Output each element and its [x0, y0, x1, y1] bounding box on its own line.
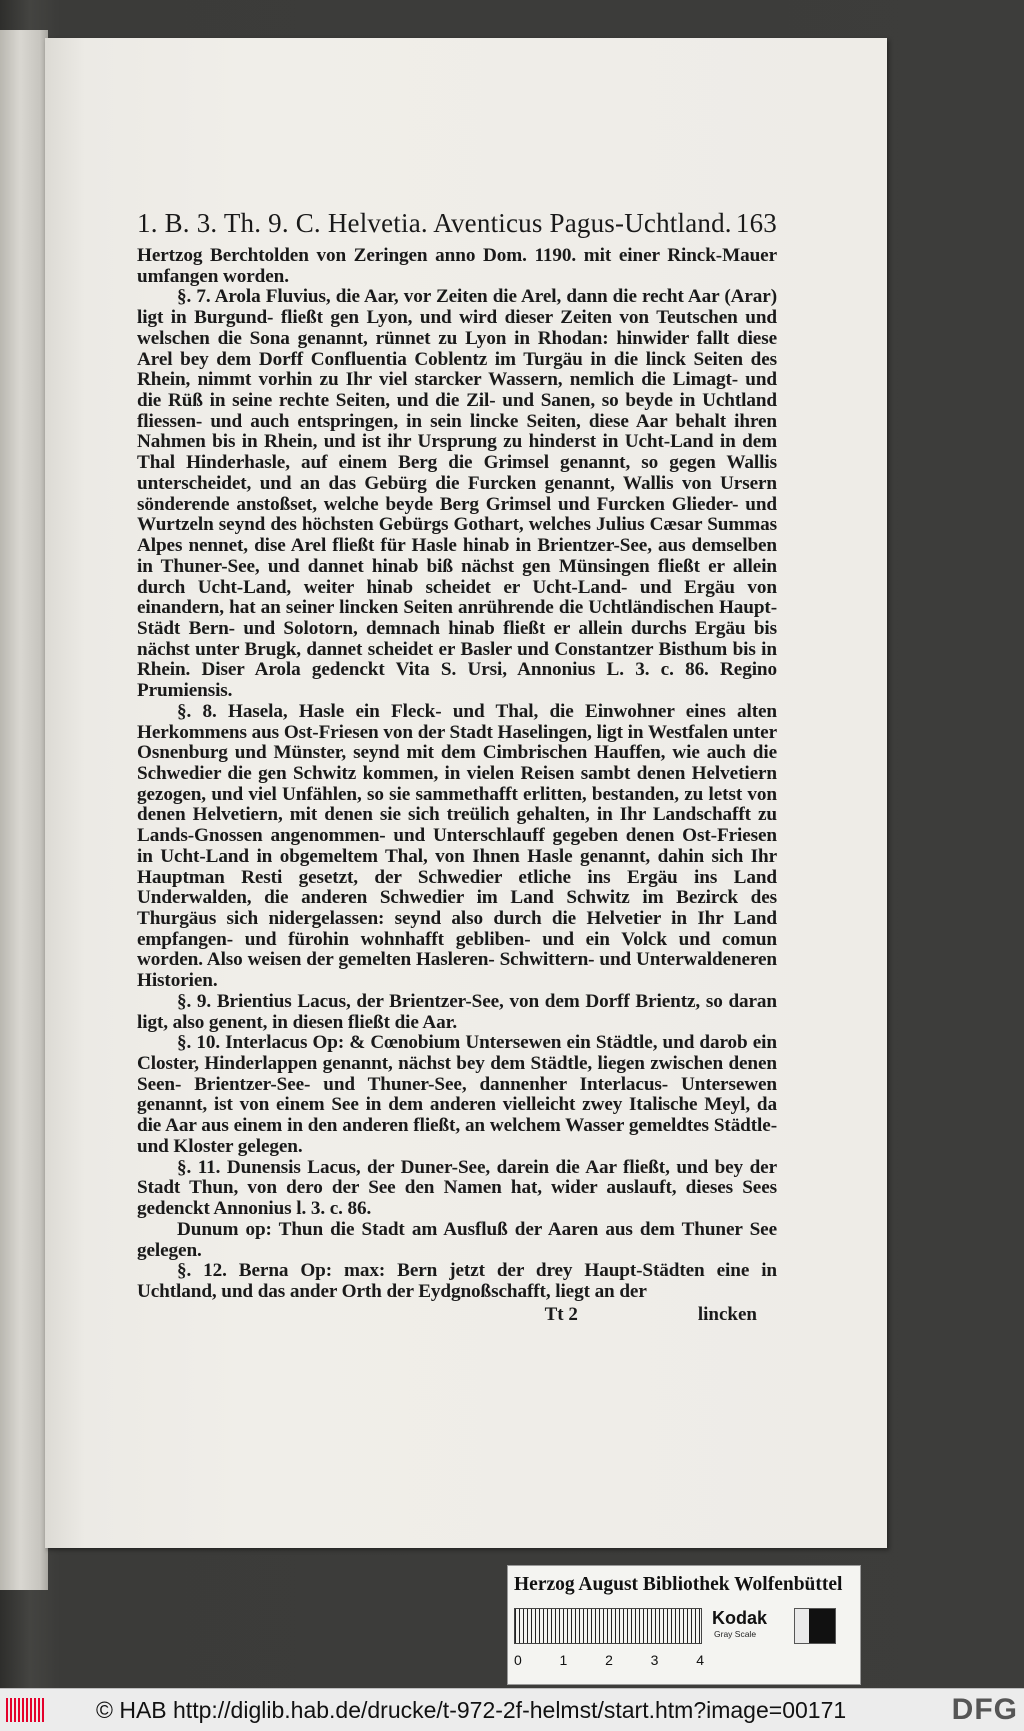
- running-header: [137, 206, 777, 240]
- page-body: [137, 246, 777, 1303]
- page-number: 163: [735, 208, 777, 238]
- ruler-number: 4: [696, 1652, 704, 1668]
- kodak-gray-scale-label: Gray Scale: [714, 1629, 757, 1639]
- scale-ruler: [514, 1608, 702, 1644]
- library-name: Herzog August Bibliothek Wolfenbüttel: [514, 1574, 843, 1595]
- dfg-logo: DFG: [951, 1693, 1018, 1726]
- catchword: lincken: [697, 1303, 757, 1325]
- paragraph: §. 12. Berna Op: max: Bern jetzt der drey Haupt-Städten eine in Uchtland, und das ander Orth der Eydgnoßschafft, liegt an der: [137, 1260, 777, 1302]
- ruler-number: 3: [650, 1652, 659, 1668]
- kodak-brand: Kodak: [712, 1608, 768, 1628]
- footer-bar: [0, 1688, 1024, 1731]
- paragraph: Hertzog Berchtolden von Zeringen anno Dom. 1190. mit einer Rinck-Mauer umfangen worden.: [137, 245, 777, 287]
- book-page: [45, 38, 887, 1548]
- ruler-number: 1: [559, 1652, 568, 1668]
- paragraph: Dunum op: Thun die Stadt am Ausfluß der Aaren aus dem Thuner See gelegen.: [137, 1218, 777, 1261]
- adjacent-page-edge: [0, 30, 48, 1590]
- signature-mark: Tt 2: [544, 1303, 578, 1325]
- gray-swatch: [794, 1608, 836, 1644]
- library-color-card: [507, 1565, 861, 1685]
- paragraph: §. 9. Brientius Lacus, der Brientzer-See, von dem Dorff Brientz, so daran ligt, also genent, in diesen fließt die Aar.: [137, 990, 777, 1033]
- ruler-number: 0: [514, 1652, 522, 1668]
- paragraph: §. 7. Arola Fluvius, die Aar, vor Zeiten die Arel, dann die recht Aar (Arar) ligt in Burgund- fließt gen Lyon, und wird dieser Zeiten von Teutschen und welschen die Sona genannt, rünnet zu Lyon in Rhodan: hinwider fallt diese Arel bey dem Dorff Confluentia Coblentz im Turgäu in die linck Seiten des Rhein, nimmt vorhin zu Ihr viel starcker Wassern, nemlich die Limagt- und die Rüß in seine rechte Seiten, und die Zil- und Sanen, so beyde in Uchtland fliessen- und auch entspringen, in sein lincke Seiten, diese Aar behalt ihren Nahmen bis in Rhein, und ist ihr Ursprung zu hinderst in Ucht-Land in dem Thal Hinderhasle, auf einem Berg die Grimsel genannt, so gegen Wallis unterscheidet, und an das Gebürg die Furcken genannt, Wallis von Ursern sönderende anstoßset, welche beyde Berg Grimsel und Furcken Glieder- und Wurtzeln seynd des höchsten Gebürgs Gothart, welches Julius Cæsar Summas Alpes nennet, dise Arel fließt für Hasle hinab in Brientzer-See, aus demselben in Thuner-See, und dannet hinab biß nächst gen Münsingen fließt er allein durch Ucht-Land, weiter hinab scheidet er Ucht-Land- und Ergäu von einandern, hat an seiner lincken Seiten anrührende die Uchtländischen Haupt-Städt Bern- und Solotorn, demnach hinab fließt er allein durchs Ergäu bis nächst unter Brugk, dannet scheidet er Basler und Constantzer Bisthum bis in Rhein. Diser Arola gedenckt Vita S. Ursi, Annonius L. 3. c. 86. Regino Prumiensis.: [137, 286, 777, 702]
- catchword-line: [137, 1305, 777, 1325]
- barcode-icon: [6, 1698, 46, 1722]
- paragraph: §. 10. Interlacus Op: & Cœnobium Untersewen ein Städtle, und darob ein Closter, Hinderlappen genannt, nächst bey dem Städtle, liegen zwischen denen Seen- Brientzer-See- und Thuner-See, dannenher Interlacus- Untersewen genannt, ist von einem See in dem anderen vielleicht zwey Italische Meyl, da die Aar aus einem in den anderen fließt, an welchem Wasser gemeldtes Städtle- und Kloster gelegen.: [137, 1032, 777, 1157]
- paragraph: §. 11. Dunensis Lacus, der Duner-See, darein die Aar fließt, und bey der Stadt Thun, von dero der See den Namen hat, wider auslauft, dieses Sees gedenckt Annonius l. 3. c. 86.: [137, 1156, 777, 1220]
- paragraph: §. 8. Hasela, Hasle ein Fleck- und Thal, die Einwohner eines alten Herkommens aus Ost-Friesen von der Stadt Haselingen, ligt in Westfalen unter Osnenburg und Münster, seynd mit dem Cimbrischen Hauffen, wie auch die Schwedier die gen Schwitz kommen, in vielen Reisen sambt denen Helvetiern gezogen, und viel Unfählen, so sie sammethafft erlitten, bestanden, zu letst von denen Helvetiern, mit denen sie sich treülich gehalten, in Ihr Landschafft zu Lands-Gnossen angenommen- und Unterschlauff gegeben denen Ost-Friesen in Ucht-Land in obgemeltem Thal, von Ihnen Hasle genannt, dahin sich Ihr Hauptman Resti gesetzt, der Schwedier etliche ins Ergäu ins Land Underwalden, die anderen Schwedier im Land Schwitz im Bezirck des Thurgäus sich nidergelassen: seynd also durch die Helvetier in Ihr Land empfangen- und fürohin wohnhafft gebliben- und ein Volck und comun worden. Also weisen der gemelten Hasleren- Schwittern- und Unterwaldeneren Historien.: [137, 700, 777, 992]
- page-text: [137, 206, 777, 1325]
- footer-source-link[interactable]: © HAB http://diglib.hab.de/drucke/t-972-2f-helmst/start.htm?image=00171: [96, 1697, 847, 1723]
- running-title: 1. B. 3. Th. 9. C. Helvetia. Aventicus Pagus-Uchtland.: [137, 208, 732, 238]
- ruler-numbers: [514, 1652, 704, 1668]
- ruler-number: 2: [605, 1652, 613, 1668]
